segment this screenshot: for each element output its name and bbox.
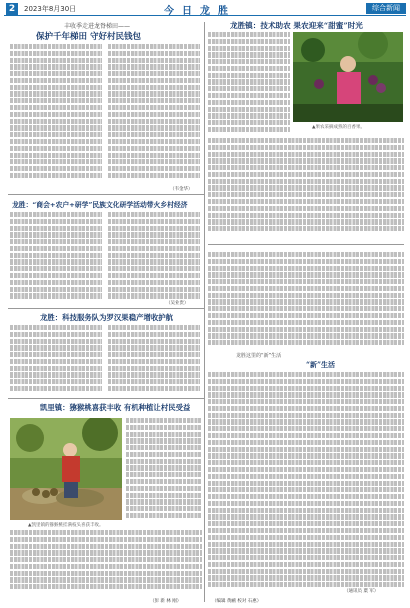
- article-body: [208, 32, 290, 136]
- kiwi-harvest-illustration: [10, 418, 122, 520]
- passion-fruit-illustration: [293, 32, 403, 122]
- article-headline: 保护千年梯田 守好村民钱包: [36, 32, 141, 42]
- newspaper-title: 今日龙胜: [164, 6, 236, 17]
- article-body: [208, 138, 404, 238]
- editor-credit: （编辑 黄鹂 校对 石惠）: [212, 599, 262, 604]
- article-headline: 龙胜：科技服务队为罗汉果稳产增收护航: [40, 313, 174, 322]
- section-divider: [8, 194, 204, 195]
- article-kicker: 龙胜这里的“新”生活: [236, 353, 282, 359]
- article-author: （韦金华）: [170, 187, 193, 192]
- article-kicker: 丰收季走进龙脊梯田——: [64, 23, 131, 30]
- kiwi-harvest-photo: [10, 418, 122, 520]
- column-divider: [204, 22, 205, 602]
- masthead: [4, 2, 406, 16]
- passion-fruit-photo: [293, 32, 403, 122]
- article-body: [208, 372, 404, 594]
- article-body: [108, 44, 200, 184]
- article-body: [126, 418, 202, 522]
- article-author: （彭 新 林 刚）: [150, 599, 182, 604]
- photo-caption: ▲凯里镇的猕猴桃挂满枝头喜获丰收。: [28, 523, 104, 528]
- section-divider: [8, 398, 204, 399]
- photo-caption: ▲果农采摘成熟的百香果。: [312, 125, 365, 130]
- article-headline: 龙胜镇：技术助农 果农迎来“甜蜜”时光: [230, 21, 363, 30]
- article-body: [10, 44, 102, 184]
- article-body: [108, 325, 200, 393]
- article-author: （通讯员 粟 军）: [344, 589, 379, 594]
- article-body: [108, 212, 200, 302]
- section-tag: 综合新闻: [366, 3, 406, 14]
- article-body: [10, 530, 202, 596]
- article-headline: 龙胜：“商会+农户+研学”民族文化研学活动带火乡村经济: [12, 201, 188, 209]
- issue-date: 2023年8月30日: [24, 5, 77, 13]
- article-headline: 凯里镇：猕猴桃喜获丰收 有机种植让村民受益: [40, 403, 191, 412]
- article-headline: “新”生活: [306, 360, 336, 369]
- article-author: （吴业贵）: [166, 301, 189, 306]
- article-body: [208, 252, 404, 348]
- article-body: [10, 212, 102, 302]
- section-divider: [208, 244, 404, 245]
- article-body: [10, 325, 102, 393]
- page-number: 2: [6, 3, 18, 15]
- section-divider: [8, 308, 204, 309]
